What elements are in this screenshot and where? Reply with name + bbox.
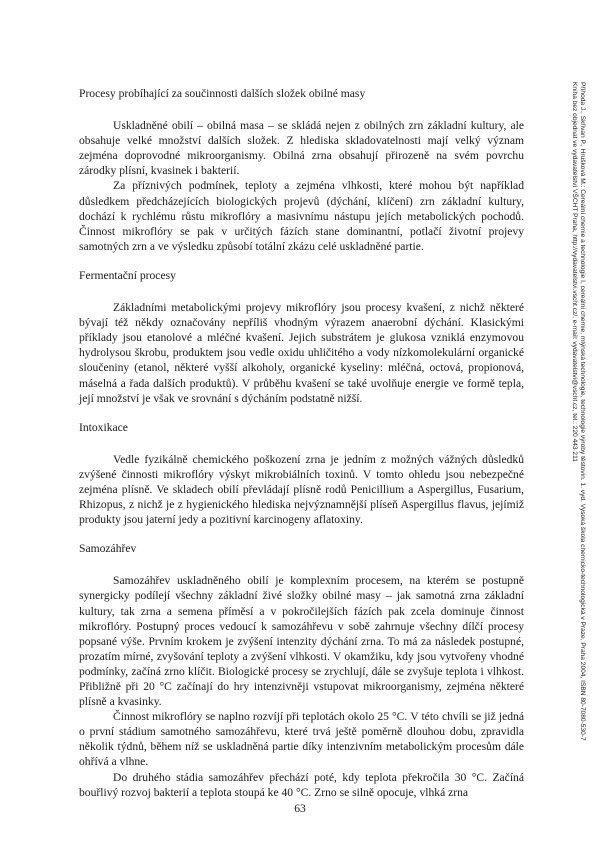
citation-line: Příhoda J., Skřivan P., Hrušková M.: Cereální chemie a technologie I, cereální chemie, mlýnská technologie, technologie výroby těstovin. 1. vyd. Vysoká škola chemicko-technologická v Praze, Praha 2004, ISBN 80-7080-530-7 [579, 82, 586, 741]
paragraph: Samozáhřev uskladněného obilí je komplexním procesem, na kterém se postupně synergicky podílejí všechny základní živé složky obilné masy – jak samotná zrna základní kultury, tak zrna a semena příměsí a v pokročilejších fázích pak zcela dominuje činnost mikroflóry. Postupný proces vedoucí k samozáhřevu v sobě zahrnuje všechny dílčí procesy popsané výše. Prvním krokem je zvýšení intenzity dýchání zrna. To má za následek postupné, prozatím mírné, zvyšování teploty a zvýšení vlhkosti. V okamžiku, kdy jsou vytvořeny vhodné podmínky, začíná zrno klíčit. Biologické procesy se zrychlují, dále se zvyšuje teplota i vlhkost. Přibližně při 20 °C začínají do hry intenzivněji vstupovat mikroorganismy, zejména některé plísně a kvasinky. [79, 574, 524, 709]
paragraph: Vedle fyzikálně chemického poškození zrna je jedním z možných vážných důsledků zvýšené činnosti mikroflóry výskyt mikrobiálních toxinů. V tomto ohledu jsou nebezpečné zejména plísně. Ve skladech obilí převládají plísně rodů Penicillium a Aspergillus, Fusarium, Rhizopus, z nichž je z hygienického hlediska nejvýznamnější plíseň Aspergillus flavus, jejímiž produkty jsou jaterní jedy a pozitivní karcinogeny aflatoxiny. [79, 452, 524, 527]
page-content [79, 86, 524, 814]
paragraph: Za příznivých podmínek, teploty a zejména vlhkosti, které mohou být například důsledkem předcházejících biologických projevů (dýchání, klíčení) zrn základní kultury, dochází k rychlému růstu mikroflóry a masivnímu nástupu jejích metabolických pochodů. Činnost mikroflóry se pak v určitých fázích stane dominantní, potlačí životní projevy samotných zrn a ve výsledku způsobí totální zkázu celé uskladněné partie. [79, 179, 524, 253]
section-fermentation [79, 300, 524, 406]
section-heading-intoxication: Intoxikace [79, 420, 128, 434]
section-intro [79, 118, 524, 254]
section-self-heating [79, 573, 524, 799]
paragraph: Činnost mikroflóry se naplno rozvíjí při teplotách okolo 25 °C. V této chvíli se již jedná o první stádium samotného samozáhřevu, které trvá ještě poměrně dlouhou dobu, zpravidla několik týdnů, během níž se uskladněná partie díky intenzivním metabolickým procesům dále ohřívá a vlhne. [79, 710, 524, 769]
citation-text [570, 82, 586, 742]
availability-line: Kniha bez objednat ve vydavatelství VŠCHT Praha, http://vydavatelstvi.vscht.cz/, e-mail: vydavatelstvi@vscht.cz, tel.: 220 443 211 [571, 82, 578, 462]
paragraph: Základními metabolickými projevy mikroflóry jsou procesy kvašení, z nichž některé bývají též někdy označovány nepříliš vhodným výrazem anaerobní dýchání. Klasickými příklady jsou etanolové a mléčné kvašení. Jejich substrátem je glukosa vzniklá enzymovou hydrolysou škrobu, produktem jsou vedle oxidu uhličitého a vody nízkomolekulární organické sloučeniny (etanol, některé vyšší alkoholy, organické kyseliny: mléčná, octová, propionová, máselná a řada dalších produktů). V průběhu kvašení se také uvolňuje energie ve formě tepla, její množství je však ve srovnání s dýcháním podstatně nižší. [79, 301, 524, 405]
section-heading-fermentation: Fermentační procesy [79, 268, 176, 282]
paragraph: Uskladněné obilí – obilná masa – se skládá nejen z obilných zrn základní kultury, ale obsahuje velké množství dalších složek. Z hlediska skladovatelnosti mají velký význam zejména doprovodné mikroorganismy. Obilná zrna obsahují přirozeně na svém povrchu zárodky plísní, kvasinek i bakterií. [79, 119, 524, 178]
section-heading-self-heating: Samozáhřev [79, 542, 137, 556]
citation-sidebar [562, 82, 586, 742]
section-intoxication [79, 452, 524, 527]
paragraph: Do druhého stádia samozáhřev přechází poté, kdy teplota překročila 30 °C. Začíná bouřlivý rozvoj bakterií a teplota stoupá ke 40 °C. Zrno se silně opocuje, vlhká zrna [79, 770, 524, 799]
page-number: 63 [294, 802, 306, 815]
page-title: Procesy probíhající za součinnosti dalších složek obilné masy [79, 87, 366, 100]
